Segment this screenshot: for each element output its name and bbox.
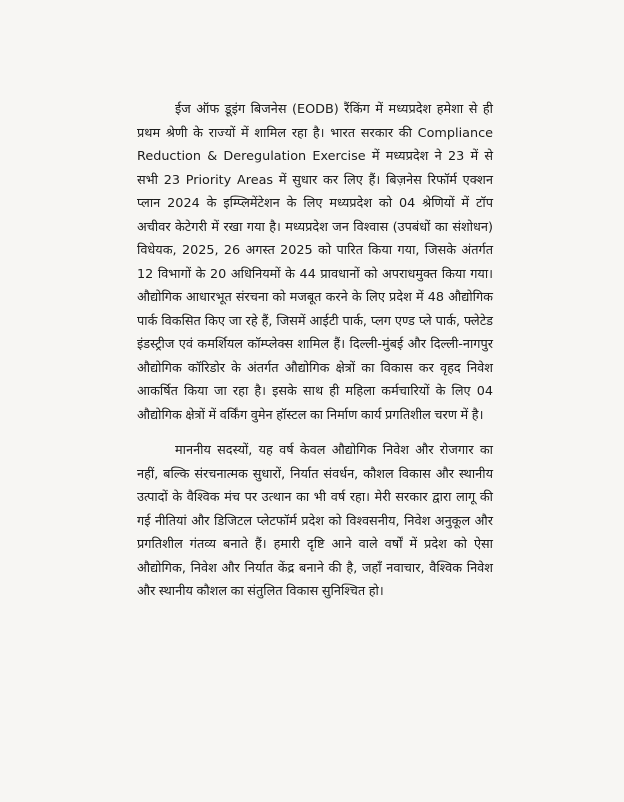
document-body [137, 98, 493, 604]
paragraph-members-address: माननीय सदस्यों, यह वर्ष केवल औद्योगिक निवेश और रोजगार का नहीं, बल्कि संरचनात्मक सुधारों, निर्यात संवर्धन, कौशल विकास और स्थानीय उत्पादों के वैश्विक मंच पर उत्थान का भी वर्ष रहा। मेरी सरकार द्वारा लागू की गई नीतियां और डिजिटल प्लेटफॉर्म प्रदेश को विश्वसनीय, निवेश अनुकूल और प्रगतिशील गंतव्य बनाते हैं। हमारी दृष्टि आने वाले वर्षों में प्रदेश को ऐसा औद्योगिक, निवेश और निर्यात केंद्र बनाने की है, जहाँ नवाचार, वैश्विक निवेश और स्थानीय कौशल का संतुलित विकास सुनिश्चित हो। [137, 443, 493, 599]
paragraph-eodb-industrial: ईज ऑफ डूइंग बिजनेस (EODB) रैंकिंग में मध्यप्रदेश हमेशा से ही प्रथम श्रेणी के राज्यों में शामिल रहा है। भारत सरकार की Compliance Reduction & Deregulation Exercise में मध्यप्रदेश ने 23 में से सभी 23 Priority Areas में सुधार कर लिए हैं। बिज़नेस रिफॉर्म एक्शन प्लान 2024 के इम्प्लिमेंटेशन के लिए मध्यप्रदेश को 04 श्रेणियों में टॉप अचीवर केटेगरी में रखा गया है। मध्यप्रदेश जन विश्वास (उपबंधों का संशोधन) विधेयक, 2025, 26 अगस्त 2025 को पारित किया गया, जिसके अंतर्गत 12 विभागों के 20 अधिनियमों के 44 प्रावधानों को अपराधमुक्त किया गया। औद्योगिक आधारभूत संरचना को मजबूत करने के लिए प्रदेश में 48 औद्योगिक पार्क विकसित किए जा रहे हैं, जिसमें आईटी पार्क, प्लग एण्ड प्ले पार्क, फ्लेटेड इंडस्ट्रीज एवं कमर्शियल कॉम्प्लेक्स शामिल हैं। दिल्ली-मुंबई और दिल्ली-नागपुर औद्योगिक कॉरिडोर के अंतर्गत औद्योगिक क्षेत्रों का विकास कर वृहद निवेश आकर्षित किया जा रहा है। इसके साथ ही महिला कर्मचारियों के लिए 04 औद्योगिक क्षेत्रों में वर्किंग वुमेन हॉस्टल का निर्माण कार्य प्रगतिशील चरण में है। [137, 102, 493, 423]
